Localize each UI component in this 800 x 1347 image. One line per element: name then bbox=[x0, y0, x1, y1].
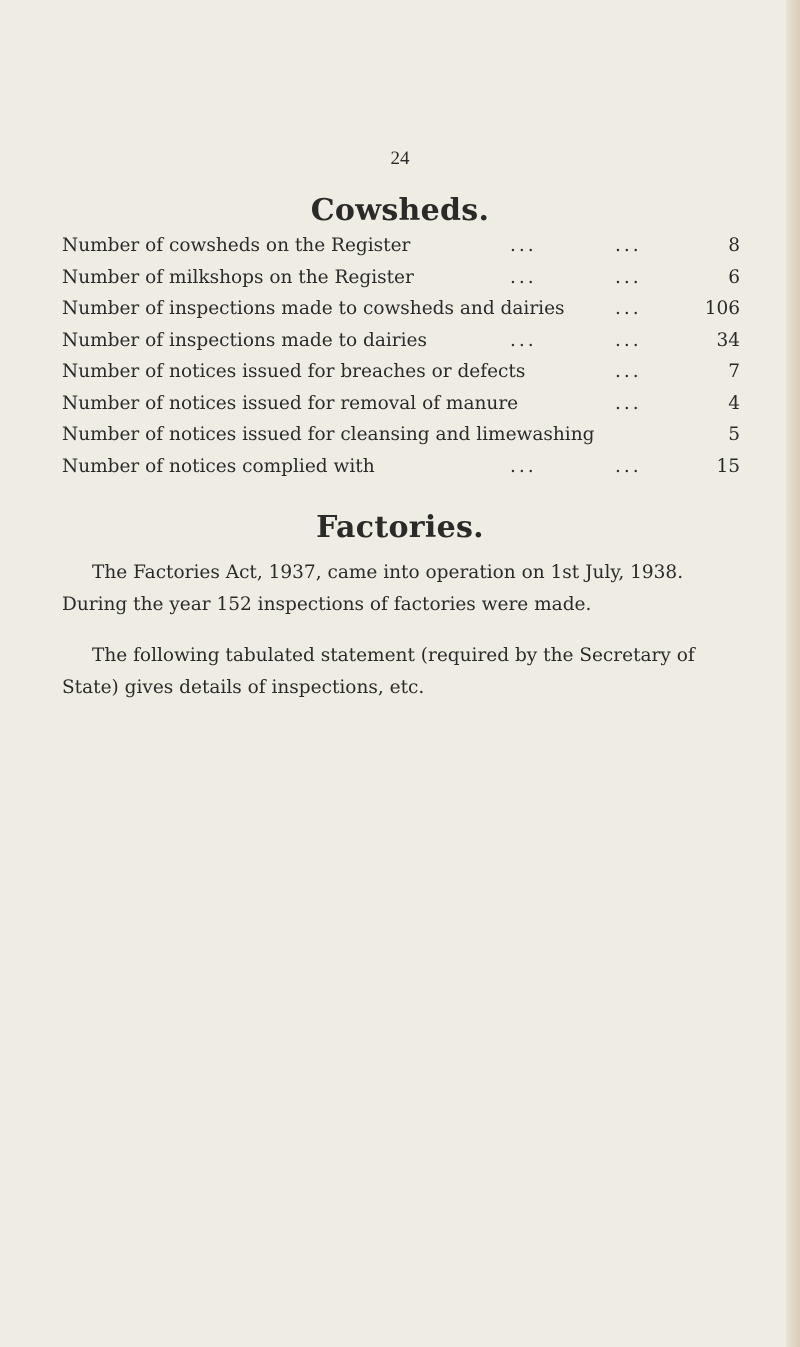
row-value: 4 bbox=[728, 392, 740, 414]
leader-dots: ... bbox=[510, 455, 537, 477]
leader-dots: ... bbox=[615, 235, 642, 256]
row-value: 6 bbox=[728, 266, 740, 288]
row-label: Number of inspections made to cowsheds and dairies bbox=[62, 298, 565, 319]
row-value: 34 bbox=[716, 329, 740, 351]
statistics-row bbox=[62, 230, 750, 262]
row-label: Number of notices issued for cleansing and limewashing bbox=[62, 424, 595, 445]
paragraph-line: State) gives details of inspections, etc. bbox=[62, 676, 425, 698]
cowsheds-heading: Cowsheds. bbox=[310, 193, 490, 228]
leader-dots: ... bbox=[615, 266, 642, 288]
leader-dots: ... bbox=[615, 455, 642, 477]
row-value: 106 bbox=[704, 298, 740, 319]
row-label: Number of milkshops on the Register bbox=[62, 266, 414, 288]
leader-dots: ... bbox=[615, 329, 642, 351]
statistics-row bbox=[62, 356, 750, 388]
statistics-row bbox=[62, 262, 750, 294]
row-value: 8 bbox=[728, 235, 740, 256]
paragraph-line: During the year 152 inspections of factories were made. bbox=[62, 593, 592, 615]
leader-dots: ... bbox=[510, 266, 537, 288]
row-label: Number of notices issued for removal of manure bbox=[62, 392, 519, 414]
statistics-row bbox=[62, 293, 750, 325]
leader-dots: ... bbox=[615, 298, 642, 319]
statistics-row bbox=[62, 419, 750, 451]
paragraph-line: The Factories Act, 1937, came into operation on 1st July, 1938. bbox=[92, 562, 684, 583]
leader-dots: ... bbox=[615, 392, 642, 414]
statistics-row bbox=[62, 388, 750, 420]
row-value: 5 bbox=[728, 424, 740, 445]
paragraph-line: The following tabulated statement (required by the Secretary of bbox=[92, 645, 695, 666]
row-label: Number of cowsheds on the Register bbox=[62, 235, 411, 256]
factories-paragraph-2 bbox=[62, 640, 762, 703]
factories-paragraph-1 bbox=[62, 557, 762, 620]
leader-dots: ... bbox=[510, 329, 537, 351]
statistics-row bbox=[62, 325, 750, 357]
leader-dots: ... bbox=[510, 235, 537, 256]
row-label: Number of inspections made to dairies bbox=[62, 329, 427, 351]
row-value: 15 bbox=[716, 455, 740, 477]
factories-heading: Factories. bbox=[316, 510, 484, 545]
page-number: 24 bbox=[390, 148, 410, 169]
row-label: Number of notices issued for breaches or defects bbox=[62, 361, 526, 382]
cowsheds-statistics bbox=[62, 230, 750, 482]
row-value: 7 bbox=[728, 361, 740, 382]
statistics-row bbox=[62, 451, 750, 483]
leader-dots: ... bbox=[615, 361, 642, 382]
row-label: Number of notices complied with bbox=[62, 455, 375, 477]
